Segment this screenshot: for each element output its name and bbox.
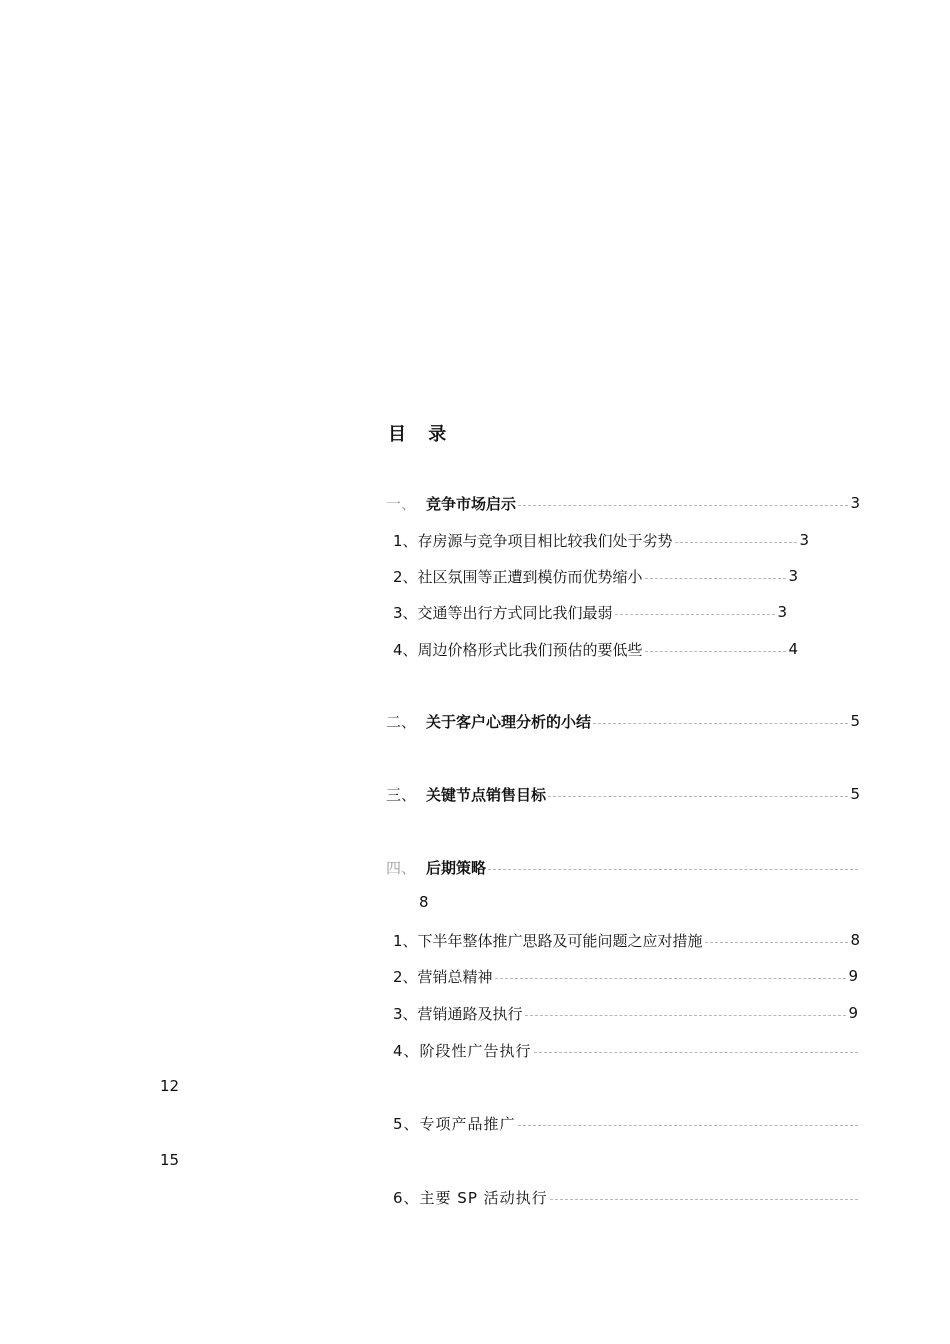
toc-section-label: 竞争市场启示 — [426, 494, 517, 513]
toc-section-4[interactable] — [386, 856, 860, 878]
toc-subitem-1-4[interactable] — [393, 638, 798, 660]
toc-subitem-1-2[interactable] — [393, 565, 798, 587]
toc-subitem-label: 4、周边价格形式比我们预估的要低些 — [393, 640, 643, 659]
toc-section-number: 三、 — [386, 785, 417, 804]
dotted-leader — [705, 942, 849, 943]
toc-subitem-label: 5、专项产品推广 — [393, 1114, 516, 1133]
toc-page-number: 12 — [160, 1077, 180, 1095]
toc-page-number: 8 — [850, 931, 860, 949]
toc-page-number: 3 — [799, 531, 809, 549]
toc-subitem-4-6[interactable] — [393, 1186, 860, 1208]
toc-subitem-4-3[interactable] — [393, 1002, 858, 1024]
toc-subitem-label: 3、营销通路及执行 — [393, 1004, 523, 1023]
dotted-leader — [534, 1052, 858, 1053]
toc-subitem-4-2[interactable] — [393, 965, 858, 987]
dotted-leader — [645, 578, 787, 579]
toc-page-number: 5 — [850, 712, 860, 730]
dotted-leader — [495, 978, 847, 979]
toc-subitem-4-1[interactable] — [393, 929, 860, 951]
toc-subitem-4-5[interactable] — [393, 1112, 860, 1134]
dotted-leader — [518, 1125, 858, 1126]
toc-subitem-1-3[interactable] — [393, 601, 787, 623]
dotted-leader — [548, 796, 848, 797]
toc-section-1[interactable] — [386, 492, 860, 514]
toc-section-label: 关于客户心理分析的小结 — [426, 712, 592, 731]
toc-subitem-label: 3、交通等出行方式同比我们最弱 — [393, 603, 613, 622]
toc-subitem-label: 4、阶段性广告执行 — [393, 1041, 532, 1060]
toc-page-number: 3 — [777, 603, 787, 621]
dotted-leader — [550, 1199, 858, 1200]
dotted-leader — [518, 505, 848, 506]
toc-subitem-label: 2、社区氛围等正遭到模仿而优势缩小 — [393, 567, 643, 586]
toc-section-number: 四、 — [386, 858, 417, 877]
dotted-leader — [593, 723, 848, 724]
toc-page-number: 4 — [788, 640, 798, 658]
dotted-leader — [525, 1015, 847, 1016]
toc-subitem-label: 1、存房源与竞争项目相比较我们处于劣势 — [393, 531, 673, 550]
dotted-leader — [488, 869, 858, 870]
toc-page-number: 8 — [419, 893, 429, 911]
toc-subitem-4-4[interactable] — [393, 1039, 860, 1061]
dotted-leader — [645, 651, 787, 652]
dotted-leader — [675, 542, 798, 543]
toc-section-3[interactable] — [386, 783, 860, 805]
toc-section-label: 关键节点销售目标 — [426, 785, 547, 804]
toc-page-number: 15 — [160, 1151, 180, 1169]
toc-section-label: 后期策略 — [426, 858, 487, 877]
toc-page-number: 5 — [850, 785, 860, 803]
toc-subitem-label: 2、营销总精神 — [393, 967, 493, 986]
toc-page-number: 9 — [848, 1004, 858, 1022]
toc-section-number: 一、 — [386, 494, 417, 513]
toc-section-number: 二、 — [386, 712, 417, 731]
toc-subitem-1-1[interactable] — [393, 529, 809, 551]
toc-subitem-label: 6、主要 SP 活动执行 — [393, 1188, 548, 1207]
dotted-leader — [615, 614, 776, 615]
toc-section-2[interactable] — [386, 710, 860, 732]
toc-title: 目 录 — [388, 424, 455, 445]
toc-page-number: 3 — [850, 494, 860, 512]
toc-subitem-label: 1、下半年整体推广思路及可能问题之应对措施 — [393, 931, 703, 950]
toc-page-number: 3 — [788, 567, 798, 585]
toc-page-number: 9 — [848, 967, 858, 985]
